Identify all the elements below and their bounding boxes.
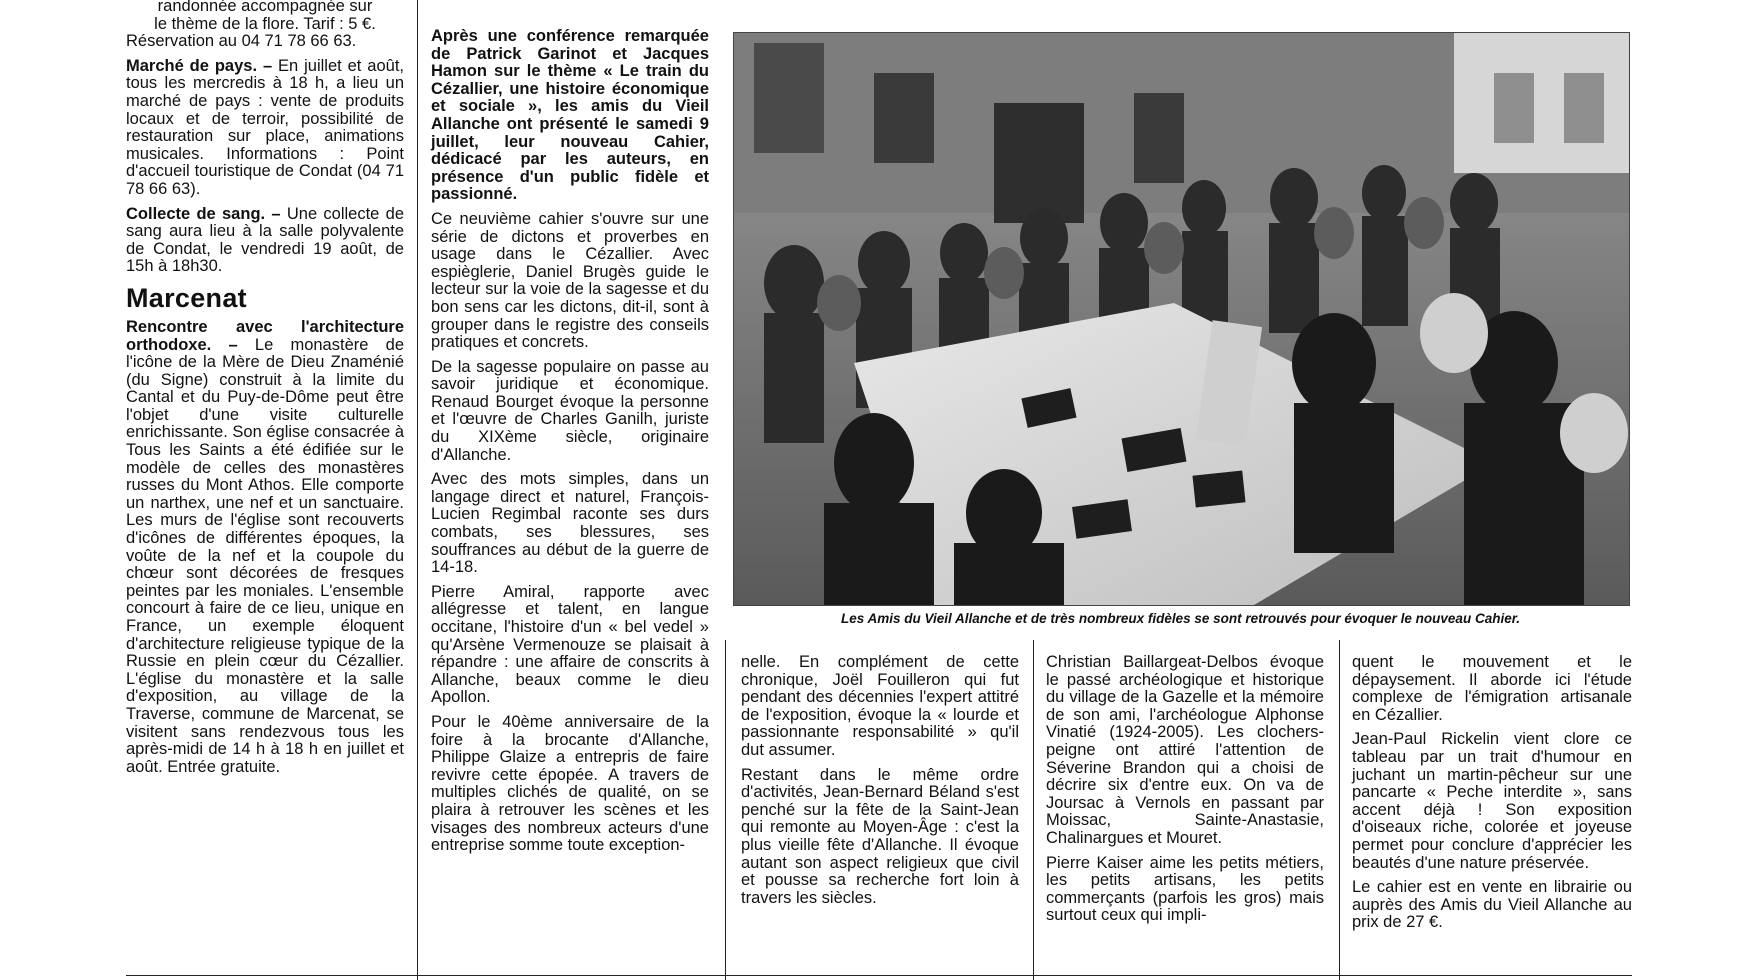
article-paragraph: Christian Baillargeat-Delbos évoque le passé archéologique et historique du village de la Gazelle et la mémoire de son ami, l'archéologue Alphonse Vinatié (1924-2005). Les clochers-peigne ont attiré l'attention de Séverine Brandon qui a choisi de décrire six d'entre eux. On va de Joursac à Vernols en passant par Moissac, Sainte-Anastasie, Chalinargues et Mouret.: [1046, 653, 1324, 847]
article-intro: Après une conférence remarquée de Patrick Garinot et Jacques Hamon sur le thème « Le train du Cézallier, une histoire économique et sociale », les amis du Vieil Allanche ont présenté le samedi 9 juillet, leur nouveau Cahier, dédicacé par les auteurs, en présence d'un public fidèle et passionné.: [431, 27, 709, 204]
article-paragraph: Pierre Kaiser aime les petits métiers, les petits artisans, les petits commerçants (parfois les gros) mais surtout ceux qui impli-: [1046, 853, 1324, 925]
column-rule: [1339, 640, 1340, 980]
top-line-2: le thème de la flore. Tarif : 5 €.: [154, 14, 376, 33]
marche-lead: Marché de pays. –: [126, 56, 273, 75]
column-3: [741, 654, 1019, 914]
article-paragraph: Jean-Paul Rickelin vient clore ce tableau par un trait d'humour en juchant un martin-pêcheur sur une pancarte « Peche interdite », sans accent déjà ! Son exposition d'oiseaux riche, colorée et joyeuse permet pour conclure d'apprécier les beautés d'une nature préservée.: [1352, 730, 1632, 872]
column-4: [1046, 654, 1324, 932]
column-rule: [417, 0, 418, 980]
bottom-rule: [126, 975, 1632, 976]
column-rule: [725, 640, 726, 980]
top-line-3: Réservation au 04 71 78 66 63.: [126, 32, 357, 51]
column-1: [126, 0, 404, 783]
collecte-lead: Collecte de sang. –: [126, 204, 281, 223]
marche-text: En juillet et août, tous les mercredis à 18 h, a lieu un marché de pays : vente de produits locaux et de terroir, possibilité de restauration sur place, animations musicales. Informations : Point d'accueil touristique de Condat (04 71 78 66 63).: [126, 56, 404, 198]
article-paragraph: Ce neuvième cahier s'ouvre sur une série de dictons et proverbes en usage dans le Cézallier. Avec espièglerie, Daniel Brugès guide le lecteur sur la voie de la sagesse et du bon sens car les dictons, dit-il, sont à grouper dans le registre des conseils pratiques et concrets.: [431, 209, 709, 352]
group-photo: [733, 32, 1630, 606]
rencontre-text: Le monastère de l'icône de la Mère de Dieu Znaménié (du Signe) construit à la limite du Cantal et du Puy-de-Dôme peut être l'objet d'une visite culturelle enrichissante. Son église consacrée à Tous les Saints a été édifiée sur le modèle de celles des monastères russes du Mont Athos. Elle comporte un narthex, une nef et un sanctuaire. Les murs de l'église sont recouverts d'icônes de différentes époques, la voûte de la nef et la coupole du chœur sont décorées de fresques peintes par les moniales. L'ensemble concourt à faire de ce lieu, unique en France, un exemple éloquent d'architecture religieuse typique de la Russie en plein cœur du Cézallier. L'église du monastère et la salle d'exposition, au village de la Traverse, commune de Marcenat, se visitent sans rendezvous tous les après-midi de 14 h à 18 h en juillet et août. Entrée gratuite.: [126, 335, 404, 776]
rencontre-paragraph: [126, 319, 404, 776]
section-heading: Marcenat: [126, 282, 247, 313]
collecte-paragraph: [126, 206, 404, 276]
article-paragraph: nelle. En complément de cette chronique, Joël Fouilleron qui fut pendant des décennies l'expert attitré de l'exposition, évoque la « lourde et passionnante responsabilité » qu'il dut assumer.: [741, 653, 1019, 759]
article-paragraph: Pour le 40ème anniversaire de la foire à la brocante d'Allanche, Philippe Glaize a entrepris de faire revivre cette épopée. A travers de multiples clichés de qualité, on se plaira à retrouver les scènes et les visages des nombreux acteurs d'une entreprise somme toute exception-: [431, 712, 709, 855]
collecte-text: Une collecte de sang aura lieu à la salle polyvalente de Condat, le vendredi 19 août, de 15h à 18h30.: [126, 204, 404, 276]
article-paragraph: De la sagesse populaire on passe au savoir juridique et économique. Renaud Bourget évoque la personne et l'œuvre de Charles Ganilh, juriste du XIXème siècle, originaire d'Allanche.: [431, 357, 709, 464]
article-paragraph: Le cahier est en vente en librairie ou auprès des Amis du Vieil Allanche au prix de 27 €.: [1352, 878, 1632, 932]
column-rule: [1033, 640, 1034, 980]
photo-caption: Les Amis du Vieil Allanche et de très nombreux fidèles se sont retrouvés pour évoquer le nouveau Cahier.: [841, 611, 1520, 626]
article-paragraph: Pierre Amiral, rapporte avec allégresse et talent, en langue occitane, l'histoire d'un « bel vedel » qu'Arsène Vermenouze se plaisait à répandre : une affaire de conscrits à Allanche, beaux comme le dieu Apollon.: [431, 582, 709, 707]
marche-paragraph: [126, 58, 404, 199]
top-line-1: randonnée accompagnée sur: [157, 0, 373, 15]
column-2: [431, 28, 709, 862]
column-5: [1352, 654, 1632, 939]
rencontre-lead: Rencontre avec l'architecture orthodoxe. –: [126, 317, 404, 354]
crowd-photo-image: [734, 33, 1629, 605]
article-paragraph: Avec des mots simples, dans un langage direct et naturel, François-Lucien Regimbal raconte ses durs combats, ses blessures, ses souffrances au début de la guerre de 14-18.: [431, 470, 709, 577]
article-paragraph: Restant dans le même ordre d'activités, Jean-Bernard Béland s'est penché sur la fête de la Saint-Jean qui remonte au Moyen-Âge : c'est la plus vieille fête d'Allanche. Il évoque autant son aspect religieux que civil et pousse sa recherche fort loin à travers les siècles.: [741, 765, 1019, 907]
article-paragraph: quent le mouvement et le dépaysement. Il aborde ici l'étude complexe de l'émigration artisanale en Cézallier.: [1352, 653, 1632, 724]
